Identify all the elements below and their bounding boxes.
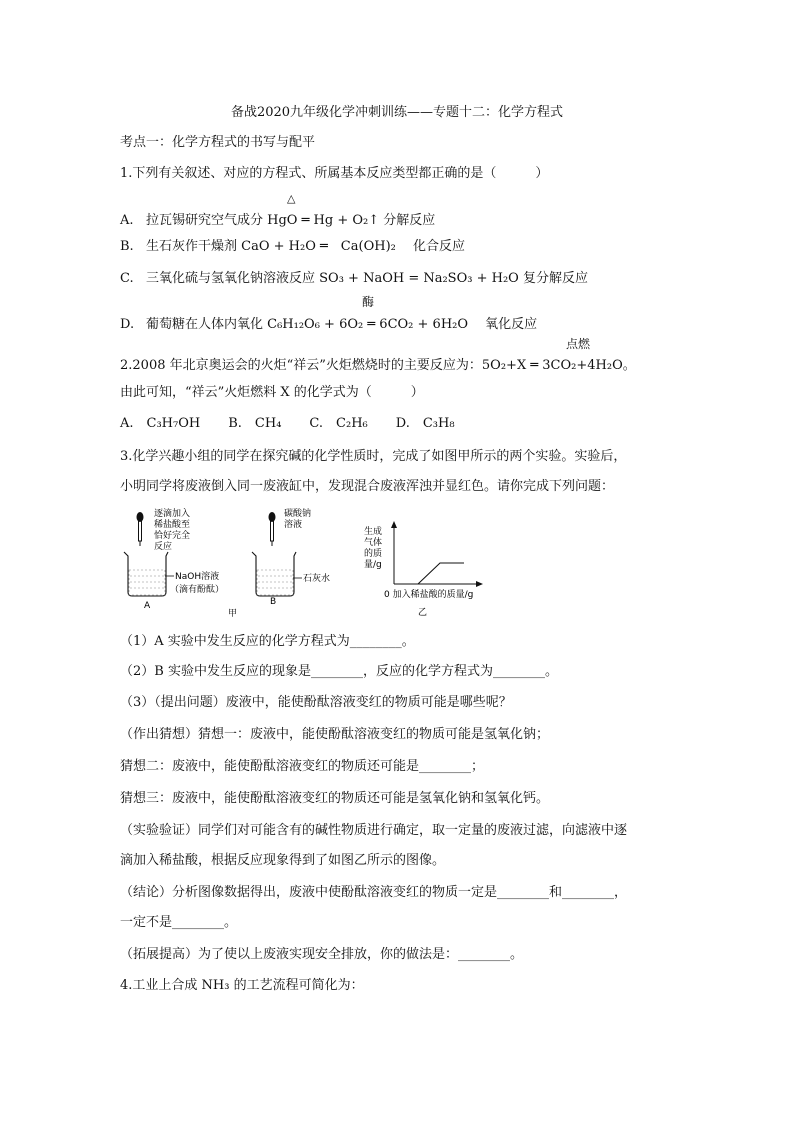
q1-option-d bbox=[120, 316, 537, 334]
page-title: 备战2020九年级化学冲刺训练——专题十二：化学方程式 bbox=[230, 105, 564, 120]
q2-stem-1: 2.2008 年北京奥运会的火炬“祥云”火炬燃烧时的主要反应为：5O₂+X ═ 3CO₂+4H₂O。 bbox=[120, 358, 636, 373]
gas-curve bbox=[394, 563, 464, 584]
q4-stem: 4.工业上合成 NH₃ 的工艺流程可简化为： bbox=[120, 978, 364, 993]
a-liquid-label-2: （滴有酚酞） bbox=[170, 585, 225, 595]
option-label: D. bbox=[120, 317, 135, 332]
dropper-b-icon bbox=[269, 512, 276, 546]
figure-yi-label: 乙 bbox=[418, 608, 428, 618]
q2-stem-2: 由此可知，“祥云”火炬燃料 X 的化学式为（ ） bbox=[120, 385, 424, 400]
q3-verify-2: 滴加入稀盐酸，根据反应现象得到了如图乙所示的图像。 bbox=[120, 853, 446, 868]
a-liquid-label-1: NaOH溶液 bbox=[175, 572, 220, 582]
b-drop-label-2: 溶液 bbox=[284, 520, 303, 530]
q1-condition-enzyme: 酶 bbox=[362, 295, 375, 309]
q1-condition-heat: △ bbox=[287, 192, 296, 205]
q3-part-3: （3）（提出问题）废液中，能使酚酞溶液变红的物质可能是哪些呢？ bbox=[120, 695, 512, 710]
q1-option-b bbox=[120, 238, 465, 256]
a-drop-label-2: 稀盐酸至 bbox=[154, 520, 191, 530]
q3-guess-2: 猜想二：废液中，能使酚酞溶液变红的物质还可能是________； bbox=[120, 759, 485, 774]
q2-choice-a: A. C₃H₇OH bbox=[120, 416, 201, 431]
q2-condition-ignite: 点燃 bbox=[566, 337, 591, 351]
q2-choice-d: D. C₃H₈ bbox=[395, 416, 455, 431]
graph-y-label-2: 气体 bbox=[364, 538, 383, 548]
b-liquid-label: 石灰水 bbox=[303, 574, 331, 584]
graph-y-label-1: 生成 bbox=[364, 527, 383, 537]
q3-figure bbox=[118, 506, 498, 622]
graph-y-label-3: 的质 bbox=[364, 549, 383, 559]
beaker-a-label: A bbox=[144, 601, 151, 611]
q3-part-2: （2）B 实验中发生反应的现象是________，反应的化学方程式为________。 bbox=[120, 664, 558, 679]
q1-stem: 1.下列有关叙述、对应的方程式、所属基本反应类型都正确的是（ ） bbox=[120, 166, 549, 181]
beaker-b-icon bbox=[252, 552, 302, 596]
beaker-a-icon bbox=[124, 552, 174, 596]
q3-conclusion-1: （结论）分析图像数据得出，废液中使酚酞溶液变红的物质一定是________和________， bbox=[120, 885, 628, 900]
option-label: B. bbox=[120, 239, 134, 254]
q3-guess-1: （作出猜想）猜想一：废液中，能使酚酞溶液变红的物质可能是氢氧化钠； bbox=[120, 727, 550, 742]
section-heading: 考点一：化学方程式的书写与配平 bbox=[120, 135, 316, 150]
q3-stem-2: 小明同学将废液倒入同一废液缸中，发现混合废液浑浊并显红色。请你完成下列问题： bbox=[120, 479, 615, 494]
option-text: 三氧化硫与氢氧化钠溶液反应 SO₃ + NaOH = Na₂SO₃ + H₂O 复分解反应 bbox=[146, 271, 588, 286]
q2-choice-b: B. CH₄ bbox=[228, 416, 282, 431]
beaker-b-label: B bbox=[270, 597, 277, 607]
q1-option-c bbox=[120, 270, 588, 288]
option-text: 拉瓦锡研究空气成分 HgO ═ Hg + O₂↑ 分解反应 bbox=[146, 213, 436, 228]
q3-stem-1: 3.化学兴趣小组的同学在探究碱的化学性质时，完成了如图甲所示的两个实验。实验后， bbox=[120, 449, 627, 464]
dropper-a-icon bbox=[137, 512, 144, 546]
q3-guess-3: 猜想三：废液中，能使酚酞溶液变红的物质还可能是氢氧化钠和氢氧化钙。 bbox=[120, 791, 550, 806]
graph-x-label: 0 加入稀盐酸的质量/g bbox=[384, 590, 474, 600]
q3-conclusion-2: 一定不是________。 bbox=[120, 915, 238, 930]
option-label: A. bbox=[120, 213, 134, 228]
b-drop-label-1: 碳酸钠 bbox=[284, 509, 312, 519]
q3-extension: （拓展提高）为了使以上废液实现安全排放，你的做法是：________。 bbox=[120, 947, 524, 962]
q1-option-a bbox=[120, 212, 435, 230]
option-text: 生石灰作干燥剂 CaO + H₂O ═ Ca(OH)₂ 化合反应 bbox=[146, 239, 465, 254]
option-text: 葡萄糖在人体内氧化 C₆H₁₂O₆ + 6O₂ ═ 6CO₂ + 6H₂O 氧化反应 bbox=[146, 317, 538, 332]
a-drop-label-3: 恰好完全 bbox=[154, 531, 191, 541]
option-label: C. bbox=[120, 271, 134, 286]
q2-choice-c: C. C₂H₆ bbox=[309, 416, 368, 431]
a-drop-label-4: 反应 bbox=[154, 542, 173, 552]
q3-verify-1: （实验验证）同学们对可能含有的碱性物质进行确定，取一定量的废液过滤，向滤液中逐 bbox=[120, 823, 628, 838]
a-drop-label-1: 逐滴加入 bbox=[154, 509, 191, 519]
figure-jia-label: 甲 bbox=[228, 609, 238, 619]
graph-y-label-4: 量/g bbox=[364, 560, 382, 570]
q3-part-1: （1）A 实验中发生反应的化学方程式为________。 bbox=[120, 634, 415, 649]
q2-choices bbox=[120, 415, 483, 433]
graph-axes bbox=[391, 521, 483, 587]
